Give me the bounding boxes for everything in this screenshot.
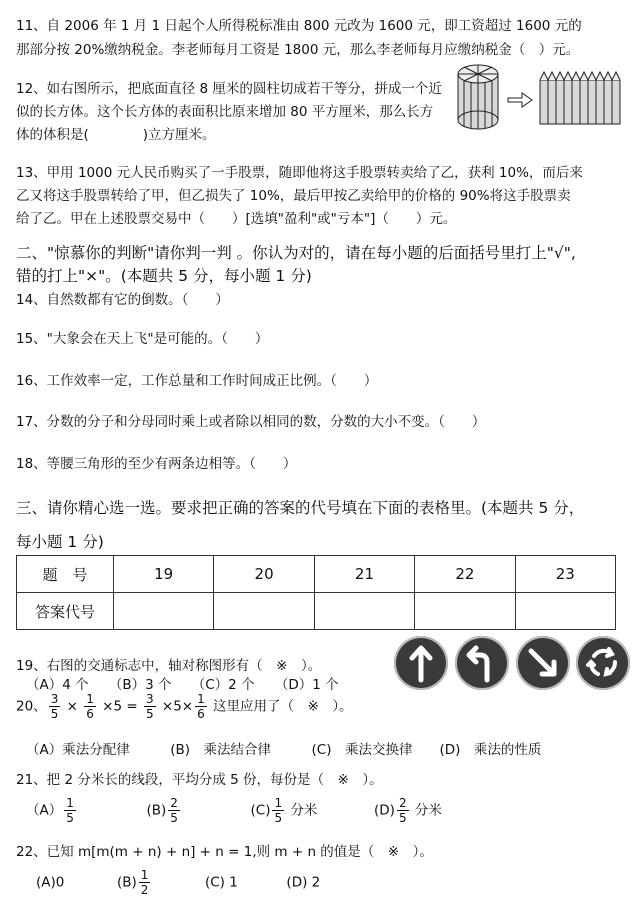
table-col-20: 20 [214, 556, 314, 593]
q20-op: ×5 = [97, 698, 142, 715]
answer-cell-19[interactable] [114, 593, 214, 630]
table-answer-label: 答案代号 [17, 593, 114, 630]
answer-cell-21[interactable] [314, 593, 414, 630]
turn-left-sign-icon [455, 636, 509, 690]
frac-den: 6 [197, 707, 205, 721]
q22-option-d: (D) 2 [286, 874, 321, 891]
frac-den: 5 [66, 811, 74, 825]
q22-option-b: (B) [116, 874, 137, 891]
frac-num: 1 [197, 692, 205, 706]
frac-den: 5 [274, 811, 283, 825]
down-right-arrow-sign-icon [516, 636, 570, 690]
q22-frac-b [139, 868, 151, 897]
judge-item-16: 16、工作效率一定，工作总量和工作时间成正比例。（ ） [16, 373, 378, 389]
frac-num: 1 [274, 796, 283, 810]
answer-cell-22[interactable] [415, 593, 515, 630]
q20-frac4 [195, 692, 207, 721]
q22-stem: 22、已知 m[m(m + n) + n] + n = 1,则 m + n 的值是（ ※ ）。 [16, 844, 433, 860]
roundabout-sign-icon [576, 636, 630, 690]
q21-option-d: (D) [374, 802, 395, 819]
q20-stem [16, 692, 353, 721]
q13-line1: 13、甲用 1000 元人民币购买了一手股票，随即他将这手股票转卖给了乙，获利 10%，而后来 [16, 165, 583, 181]
q21-frac-c [272, 796, 284, 825]
answer-cell-23[interactable] [515, 593, 615, 630]
judge-item-14: 14、自然数都有它的倒数。（ ） [16, 292, 229, 308]
q21-frac-a [64, 796, 76, 825]
q20-suffix: 这里应用了（ ※ ）。 [208, 698, 353, 715]
q20-op: × [62, 698, 83, 715]
frac-den: 2 [140, 883, 149, 897]
answer-table-answer-row [17, 593, 616, 630]
q22-option-c: (C) 1 [204, 874, 238, 891]
q13-line3: 给了乙。甲在上述股票交易中（ ）[选填"盈利"或"亏本"]（ ）元。 [16, 211, 457, 227]
q21-unit: 分米 [286, 802, 318, 819]
answer-table [16, 555, 616, 630]
q22-options [36, 868, 320, 897]
q19-options: （A）4 个 （B）3 个 （C）2 个 （D）1 个 [26, 677, 339, 693]
table-col-22: 22 [415, 556, 515, 593]
q21-option-a: （A） [26, 802, 63, 819]
q11-line2: 那部分按 20%缴纳税金。李老师每月工资是 1800 元，那么李老师每月应缴纳税金（ ）元。 [16, 42, 580, 58]
up-arrow-sign-icon [394, 636, 448, 690]
frac-den: 5 [398, 811, 407, 825]
frac-den: 5 [145, 707, 154, 721]
frac-den: 5 [50, 707, 59, 721]
q12-line2: 似的长方体。这个长方体的表面积比原来增加 80 平方厘米，那么长方 [16, 104, 434, 120]
q21-options [26, 796, 442, 825]
frac-num: 1 [66, 796, 74, 810]
q12-line3: 体的体积是( )立方厘米。 [16, 127, 216, 143]
q21-option-c: (C) [250, 802, 271, 819]
frac-num: 1 [140, 868, 149, 882]
q20-frac2 [84, 692, 96, 721]
table-header-label: 题 号 [17, 556, 114, 593]
answer-cell-20[interactable] [214, 593, 314, 630]
section2-subtitle: 错的打上"×"。(本题共 5 分，每小题 1 分) [16, 267, 312, 285]
frac-num: 1 [86, 692, 94, 706]
section3-title: 三、请你精心选一选。要求把正确的答案的代号填在下面的表格里。(本题共 5 分， [16, 499, 585, 517]
answer-table-header-row [17, 556, 616, 593]
q12-line1: 12、如右图所示，把底面直径 8 厘米的圆柱切成若干等分，拼成一个近 [16, 81, 442, 97]
frac-num: 2 [398, 796, 407, 810]
q20-frac3 [144, 692, 156, 721]
q11-line1: 11、自 2006 年 1 月 1 日起个人所得税标准由 800 元改为 1600 元，即工资超过 1600 元的 [16, 18, 582, 34]
frac-num: 3 [50, 692, 59, 706]
table-col-21: 21 [314, 556, 414, 593]
q13-line2: 乙又将这手股票转给了甲，但乙损失了 10%，最后甲按乙卖给甲的价格的 90%将这手股票卖 [16, 188, 571, 204]
q21-option-b: (B) [146, 802, 167, 819]
judge-item-18: 18、等腰三角形的至少有两条边相等。（ ） [16, 456, 297, 472]
judge-item-15: 15、"大象会在天上飞"是可能的。（ ） [16, 331, 269, 347]
q21-frac-d [397, 796, 409, 825]
q20-op: ×5× [157, 698, 194, 715]
judge-item-17: 17、分数的分子和分母同时乘上或者除以相同的数，分数的大小不变。（ ） [16, 414, 486, 430]
frac-den: 5 [170, 811, 178, 825]
frac-num: 3 [145, 692, 154, 706]
frac-den: 6 [86, 707, 94, 721]
q20-options: （A）乘法分配律 (B) 乘法结合律 (C) 乘法交换律 (D) 乘法的性质 [26, 742, 542, 758]
q22-option-a: (A)0 [36, 874, 65, 891]
frac-num: 2 [170, 796, 178, 810]
cylinder-figure [452, 62, 628, 130]
q21-frac-b [168, 796, 180, 825]
section2-title: 二、"惊慕你的判断"请你判一判 。你认为对的，请在每小题的后面括号里打上"√", [16, 244, 576, 262]
q19-stem: 19、右图的交通标志中，轴对称图形有（ ※ ）。 [16, 658, 322, 674]
section3-subtitle: 每小题 1 分) [16, 533, 104, 551]
table-col-23: 23 [515, 556, 615, 593]
table-col-19: 19 [114, 556, 214, 593]
q20-prefix: 20、 [16, 698, 47, 715]
q20-frac1 [49, 692, 61, 721]
q21-unit: 分米 [410, 802, 442, 819]
q21-stem: 21、把 2 分米长的线段，平均分成 5 份，每份是（ ※ ）。 [16, 772, 383, 788]
